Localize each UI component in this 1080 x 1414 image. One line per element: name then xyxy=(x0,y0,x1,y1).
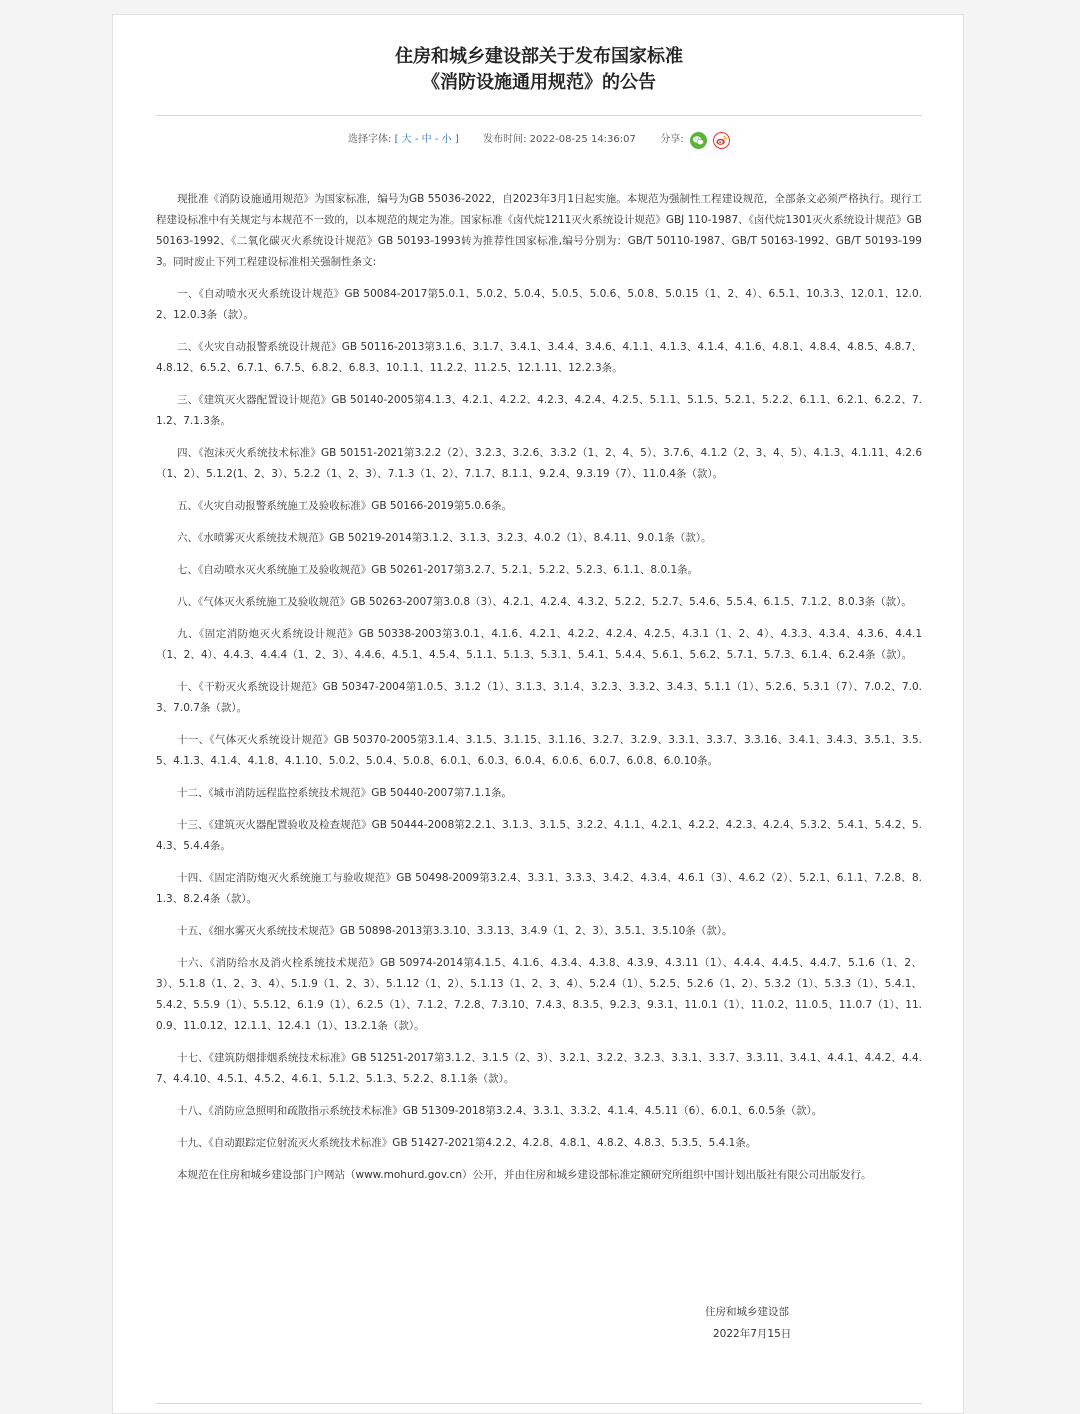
body-paragraph: 十七、《建筑防烟排烟系统技术标准》GB 51251-2017第3.1.2、3.1.5（2、3）、3.2.1、3.2.2、3.2.3、3.3.1、3.3.7、3.3.11、3.4.1、4.4.1、4.4.2、4.4.7、4.4.10、4.5.1、4.5.2、4.6.1、5.1.2、5.1.3、5.2.2、8.1.1条（款）。 xyxy=(156,1052,922,1085)
body-paragraph: 十五、《细水雾灭火系统技术规范》GB 50898-2013第3.3.10、3.3.13、3.4.9（1、2、3）、3.5.1、3.5.10条（款）。 xyxy=(177,925,733,937)
body-paragraph: 一、《自动喷水灭火系统设计规范》GB 50084-2017第5.0.1、5.0.2、5.0.4、5.0.5、5.0.6、5.0.8、5.0.15（1、2、4）、6.5.1、10.3.3、12.0.1、12.0.2、12.0.3条（款）。 xyxy=(156,288,922,321)
wechat-icon[interactable] xyxy=(690,132,707,149)
page-title xyxy=(156,44,922,96)
signature-organization: 住房和城乡建设部 xyxy=(705,1306,789,1318)
signature-date: 2022年7月15日 xyxy=(713,1328,792,1340)
body-paragraph: 七、《自动喷水灭火系统施工及验收规范》GB 50261-2017第3.2.7、5.2.1、5.2.2、5.2.3、6.1.1、8.0.1条。 xyxy=(177,564,699,576)
font-size-bracket-close: ] xyxy=(454,134,459,145)
body-paragraph: 十二、《城市消防远程监控系统技术规范》GB 50440-2007第7.1.1条。 xyxy=(177,787,513,799)
body-paragraph: 十六、《消防给水及消火栓系统技术规范》GB 50974-2014第4.1.5、4.1.6、4.3.4、4.3.8、4.3.9、4.3.11（1）、4.4.4、4.4.5、4.4.7、5.1.6（1、2、3）、5.1.8（1、2、3、4）、5.1.9（1、2、3）、5.1.12（1、2）、5.1.13（1、2、3、4）、5.2.4（1）、5.2.5、5.2.6（1、2）、5.3.2（1）、5.3.3（1）、5.4.1、5.4.2、5.5.9（1）、5.5.12、6.1.9（1）、6.2.5（1）、7.1.2、7.2.8、7.3.10、7.4.3、8.3.5、9.2.3、9.3.1、11.0.1（1）、11.0.2、11.0.5、11.0.7（1）、11.0.9、11.0.12、12.1.1、12.4.1（1）、13.2.1条（款）。 xyxy=(156,957,922,1032)
article-page xyxy=(112,14,964,1414)
bottom-divider xyxy=(156,1403,922,1404)
font-size-separator: - xyxy=(414,134,419,145)
article-meta xyxy=(156,130,922,150)
body-paragraph: 十九、《自动跟踪定位射流灭火系统技术标准》GB 51427-2021第4.2.2、4.2.8、4.8.1、4.8.2、4.8.3、5.3.5、5.4.1条。 xyxy=(177,1137,757,1149)
body-paragraph: 十一、《气体灭火系统设计规范》GB 50370-2005第3.1.4、3.1.5、3.1.15、3.1.16、3.2.7、3.2.9、3.3.1、3.3.7、3.3.16、3.4.1、3.4.3、3.5.1、3.5.5、4.1.3、4.1.4、4.1.8、4.1.10、5.0.2、5.0.4、5.0.8、6.0.1、6.0.3、6.0.4、6.0.6、6.0.7、6.0.8、6.0.10条。 xyxy=(156,734,922,767)
publish-time-label: 发布时间: xyxy=(483,134,527,145)
weibo-icon[interactable] xyxy=(713,132,730,149)
share-label: 分享: xyxy=(660,134,684,145)
article-content xyxy=(156,15,922,1197)
title-line-2: 《消防设施通用规范》的公告 xyxy=(422,72,656,93)
font-size-separator: - xyxy=(434,134,439,145)
body-paragraph: 五、《火灾自动报警系统施工及验收标准》GB 50166-2019第5.0.6条。 xyxy=(177,500,513,512)
font-size-large-link[interactable]: 大 xyxy=(401,134,412,145)
body-paragraph: 本规范在住房和城乡建设部门户网站（www.mohurd.gov.cn）公开，并由住房和城乡建设部标准定额研究所组织中国计划出版社有限公司出版发行。 xyxy=(177,1169,872,1181)
publish-time-value: 2022-08-25 14:36:07 xyxy=(529,134,636,145)
body-paragraph: 十三、《建筑灭火器配置验收及检查规范》GB 50444-2008第2.2.1、3.1.3、3.1.5、3.2.2、4.1.1、4.2.1、4.2.2、4.2.3、4.2.4、5.3.2、5.4.1、5.4.2、5.4.3、5.4.4条。 xyxy=(156,819,922,852)
font-size-bracket-open: [ xyxy=(394,134,399,145)
font-size-small-link[interactable]: 小 xyxy=(441,134,452,145)
article-body xyxy=(156,189,922,1186)
title-line-1: 住房和城乡建设部关于发布国家标准 xyxy=(395,46,683,67)
body-paragraph: 九、《固定消防炮灭火系统设计规范》GB 50338-2003第3.0.1、4.1.6、4.2.1、4.2.2、4.2.4、4.2.5、4.3.1（1、2、4）、4.3.3、4.3.4、4.3.6、4.4.1（1、2、4）、4.4.3、4.4.4（1、2、3）、4.4.6、4.5.1、4.5.4、5.1.1、5.1.3、5.3.1、5.4.1、5.4.4、5.6.1、5.6.2、5.7.1、5.7.3、6.1.4、6.2.4条（款）。 xyxy=(156,628,922,661)
body-paragraph: 八、《气体灭火系统施工及验收规范》GB 50263-2007第3.0.8（3）、4.2.1、4.2.4、4.3.2、5.2.2、5.2.7、5.4.6、5.5.4、6.1.5、7.1.2、8.0.3条（款）。 xyxy=(177,596,912,608)
body-paragraph: 现批准《消防设施通用规范》为国家标准，编号为GB 55036-2022，自2023年3月1日起实施。本规范为强制性工程建设规范，全部条文必须严格执行。现行工程建设标准中有关规定与本规范不一致的，以本规范的规定为准。国家标准《卤代烷1211灭火系统设计规范》GBJ 110-1987、《卤代烷1301灭火系统设计规范》GB 50163-1992、《二氧化碳灭火系统设计规范》GB 50193-1993转为推荐性国家标准,编号分别为：GB/T 50110-1987、GB/T 50163-1992、GB/T 50193-1993。同时废止下列工程建设标准相关强制性条文: xyxy=(156,193,922,268)
body-paragraph: 二、《火灾自动报警系统设计规范》GB 50116-2013第3.1.6、3.1.7、3.4.1、3.4.4、3.4.6、4.1.1、4.1.3、4.1.4、4.1.6、4.8.1、4.8.4、4.8.5、4.8.7、4.8.12、6.5.2、6.7.1、6.7.5、6.8.2、6.8.3、10.1.1、11.2.2、11.2.5、12.1.11、12.2.3条。 xyxy=(156,341,922,374)
body-paragraph: 三、《建筑灭火器配置设计规范》GB 50140-2005第4.1.3、4.2.1、4.2.2、4.2.3、4.2.4、4.2.5、5.1.1、5.1.5、5.2.1、5.2.2、6.1.1、6.2.1、6.2.2、7.1.2、7.1.3条。 xyxy=(156,394,922,427)
body-paragraph: 十八、《消防应急照明和疏散指示系统技术标准》GB 51309-2018第3.2.4、3.3.1、3.3.2、4.1.4、4.5.11（6）、6.0.1、6.0.5条（款）。 xyxy=(177,1105,823,1117)
font-size-label: 选择字体: xyxy=(348,134,392,145)
body-paragraph: 四、《泡沫灭火系统技术标准》GB 50151-2021第3.2.2（2）、3.2.3、3.2.6、3.3.2（1、2、4、5）、3.7.6、4.1.2（2、3、4、5）、4.1.3、4.1.11、4.2.6（1、2）、5.1.2(1、2、3）、5.2.2（1、2、3）、7.1.3（1、2）、7.1.7、8.1.1、9.2.4、9.3.19（7）、11.0.4条（款）。 xyxy=(156,447,922,480)
body-paragraph: 十四、《固定消防炮灭火系统施工与验收规范》GB 50498-2009第3.2.4、3.3.1、3.3.3、3.4.2、4.3.4、4.6.1（3）、4.6.2（2）、5.2.1、6.1.1、7.2.8、8.1.3、8.2.4条（款）。 xyxy=(156,872,922,905)
body-paragraph: 六、《水喷雾灭火系统技术规范》GB 50219-2014第3.1.2、3.1.3、3.2.3、4.0.2（1）、8.4.11、9.0.1条（款）。 xyxy=(177,532,712,544)
body-paragraph: 十、《干粉灭火系统设计规范》GB 50347-2004第1.0.5、3.1.2（1）、3.1.3、3.1.4、3.2.3、3.3.2、3.4.3、5.1.1（1）、5.2.6、5.3.1（7）、7.0.2、7.0.3、7.0.7条（款）。 xyxy=(156,681,922,714)
title-divider xyxy=(156,115,922,116)
font-size-medium-link[interactable]: 中 xyxy=(421,134,432,145)
